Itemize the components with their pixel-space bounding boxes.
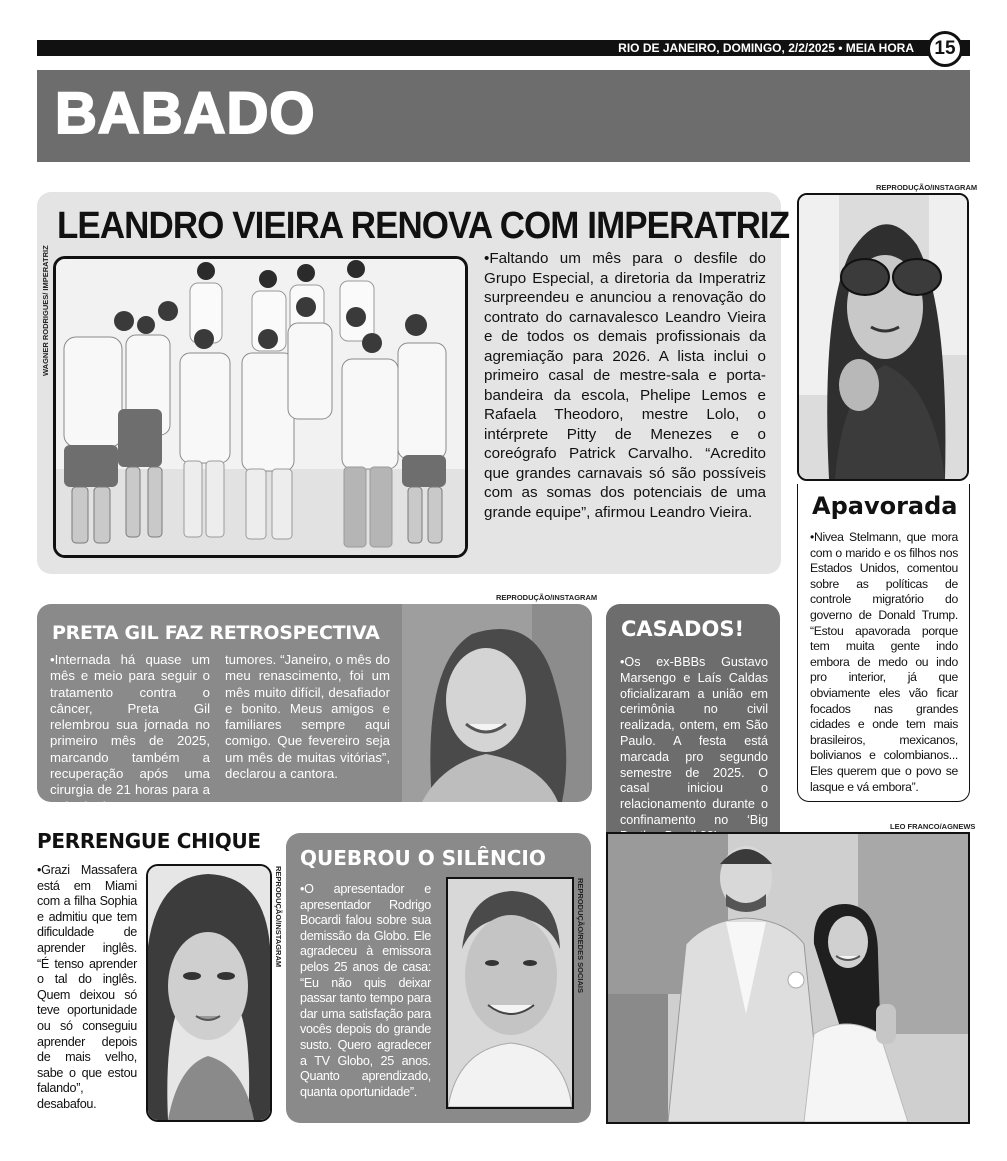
section-title: BABADO: [55, 81, 316, 146]
perrengue-photo: [146, 864, 272, 1122]
perrengue-body-text: •Grazi Massafera está em Miami com a filha Sophia e admitiu que tem dificuldade de aprender inglês. “É tenso aprender o tal do inglês. Quem deixou só teve oportunidade ou só conseguiu aprender depois de mais velho, sabe o que estou falando”, desabafou.: [37, 863, 137, 1111]
casados-couple-photo: [606, 832, 970, 1124]
quebrou-title: QUEBROU O SILÊNCIO: [300, 846, 546, 870]
preta-gil-title: PRETA GIL FAZ RETROSPECTIVA: [52, 622, 380, 644]
apavorada-body-text: •Nivea Stelmann, que mora com o marido e os filhos nos Estados Unidos, comentou sobre as políticas de controle migratório do governo de Donald Trump. “Estou apavorada porque tem muita gente indo embora de medo ou indo pro interior, já que obviamente eles vão ficar focados nas grandes cidades e onde tem mais brasileiros, mexicanos, bolivianos e colombianos... Eles querem que o povo se lasque e vá embora”.: [810, 530, 958, 794]
apavorada-photo: [797, 193, 969, 481]
quebrou-body-text: •O apresentador e apresentador Rodrigo Bocardi falou sobre sua demissão da Globo. Ele agradeceu à emissora pelos 25 anos de casa: “Eu não quis deixar passar tanto tempo para dar uma satisfação para vocês depois do grande susto. Quero agradecer a TV Globo, 25 anos. Quanto aprendizado, quanta oportunidade”.: [300, 882, 431, 1099]
preta-photo-credit: REPRODUÇÃO/INSTAGRAM: [496, 593, 598, 602]
lead-group-photo: [53, 256, 468, 558]
preta-gil-body-col1: •Internada há quase um mês e meio para seguir o tratamento contra o câncer, Preta Gil relembrou sua jornada no primeiro mês de 2025, marcando também a recuperação após uma cirurgia de 21 horas para a retirada de: [50, 652, 210, 814]
section-banner: [37, 70, 970, 162]
casados-body-text: •Os ex-BBBs Gustavo Marsengo e Laís Caldas oficializaram a união em cerimônia no civil realizada, ontem, em São Paulo. A festa está marcada pro segundo semestre de 2025. O casal iniciou o relacionamento durante o confinamento no ‘Big: [620, 655, 768, 827]
perrengue-photo-credit: REPRODUÇÃO/INSTAGRAM: [274, 866, 283, 968]
lead-headline: LEANDRO VIEIRA RENOVA COM IMPERATRIZ: [57, 205, 790, 247]
preta-gil-photo: [402, 604, 590, 802]
apavorada-photo-credit: REPRODUÇÃO/INSTAGRAM: [876, 183, 978, 192]
quebrou-photo-credit: REPRODUÇÃO/REDES SOCIAIS: [576, 878, 585, 994]
casados-title: CASADOS!: [621, 617, 745, 641]
preta-gil-body-col2: tumores. “Janeiro, o mês do meu renascimento, foi um mês muito difícil, desafiador e bonito. Meus amigos e familiares sempre aqui comigo. Que fevereiro seja um mês de muitas vitórias”, declarou a cantora.: [225, 652, 390, 782]
header-bar: [37, 40, 970, 56]
page-number: 15: [927, 31, 963, 67]
perrengue-title: PERRENGUE CHIQUE: [37, 829, 261, 853]
apavorada-title: Apavorada: [812, 492, 958, 520]
lead-body-text: •Faltando um mês para o desfile do Grupo Especial, a diretoria da Imperatriz surpreendeu e anunciou a renovação do contrato do carnavalesco Leandro Vieira e de todos os demais profissionais da agremiação para 2026. A lista inclui o primeiro casal de mestre-sala e porta-bandeira da escola, Phelipe Lemos e Rafaela Theodoro, mestre Lolo, o intérprete Pitty de Menezes e o coreógrafo Patrick Carvalho. “Acredito que grandes carnavais só são possíveis com as somas dos potenciais de uma grande equipe”, afirmou Leandro Vieira.: [484, 250, 766, 521]
casados-photo-credit: LEO FRANCO/AGNEWS: [890, 822, 976, 831]
dateline: RIO DE JANEIRO, DOMINGO, 2/2/2025 • MEIA HORA: [618, 41, 914, 55]
lead-photo-credit: WAGNER RODRIGUES/ IMPERATRIZ: [41, 245, 50, 376]
quebrou-photo: [446, 877, 574, 1109]
